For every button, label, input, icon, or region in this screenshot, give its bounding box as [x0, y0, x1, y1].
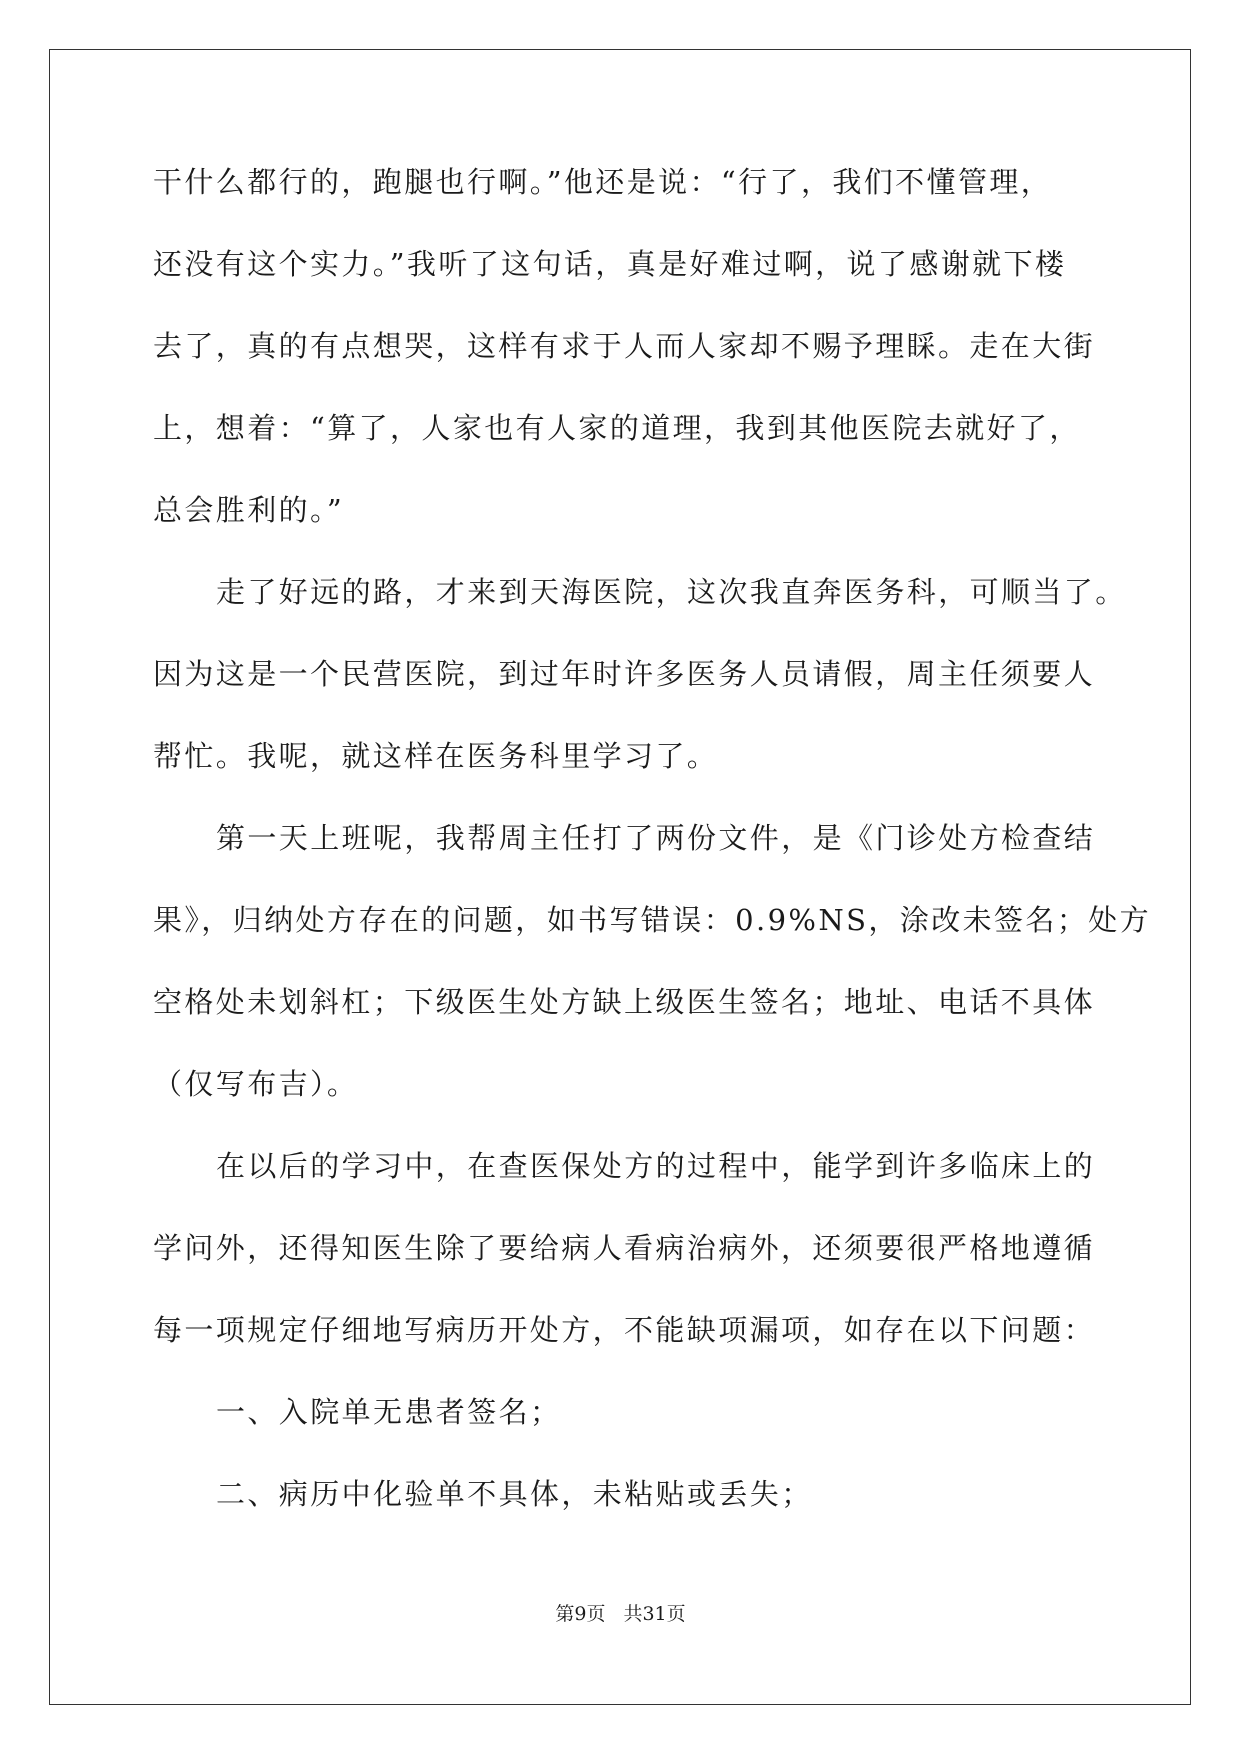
page-total: 共31页: [623, 1603, 686, 1625]
page-footer: [0, 1602, 1241, 1626]
text-line: 去了，真的有点想哭，这样有求于人而人家却不赐予理睬。走在大街: [153, 329, 1096, 363]
document-body: [153, 162, 1152, 1556]
list-item: 二、病历中化验单不具体，未粘贴或丢失；: [216, 1477, 813, 1511]
paragraph-first-line: 走了好远的路，才来到天海医院，这次我直奔医务科，可顺当了。: [216, 575, 1127, 609]
text-line: 上，想着：“算了，人家也有人家的道理，我到其他医院去就好了，: [153, 411, 1081, 445]
text-line: 学问外，还得知医生除了要给病人看病治病外，还须要很严格地遵循: [153, 1231, 1096, 1265]
list-item: 一、入院单无患者签名；: [216, 1395, 562, 1429]
paragraph-first-line: 第一天上班呢，我帮周主任打了两份文件，是《门诊处方检查结: [216, 821, 1096, 855]
text-line: 果》，归纳处方存在的问题，如书写错误：0.9%NS，涂改未签名；处方: [153, 903, 1152, 937]
text-line: 因为这是一个民营医院，到过年时许多医务人员请假，周主任须要人: [153, 657, 1096, 691]
text-line: 总会胜利的。”: [153, 493, 345, 527]
text-line: 干什么都行的，跑腿也行啊。”他还是说：“行了，我们不懂管理，: [153, 165, 1053, 199]
text-line: （仅写布吉）。: [153, 1067, 359, 1101]
text-line: 每一项规定仔细地写病历开处方，不能缺项漏项，如存在以下问题：: [153, 1313, 1096, 1347]
text-line: 还没有这个实力。”我听了这句话，真是好难过啊，说了感谢就下楼: [153, 247, 1067, 281]
paragraph-first-line: 在以后的学习中，在查医保处方的过程中，能学到许多临床上的: [216, 1149, 1096, 1183]
text-line: 帮忙。我呢，就这样在医务科里学习了。: [153, 739, 719, 773]
text-line: 空格处未划斜杠；下级医生处方缺上级医生签名；地址、电话不具体: [153, 985, 1096, 1019]
page-number: 第9页: [555, 1603, 606, 1625]
